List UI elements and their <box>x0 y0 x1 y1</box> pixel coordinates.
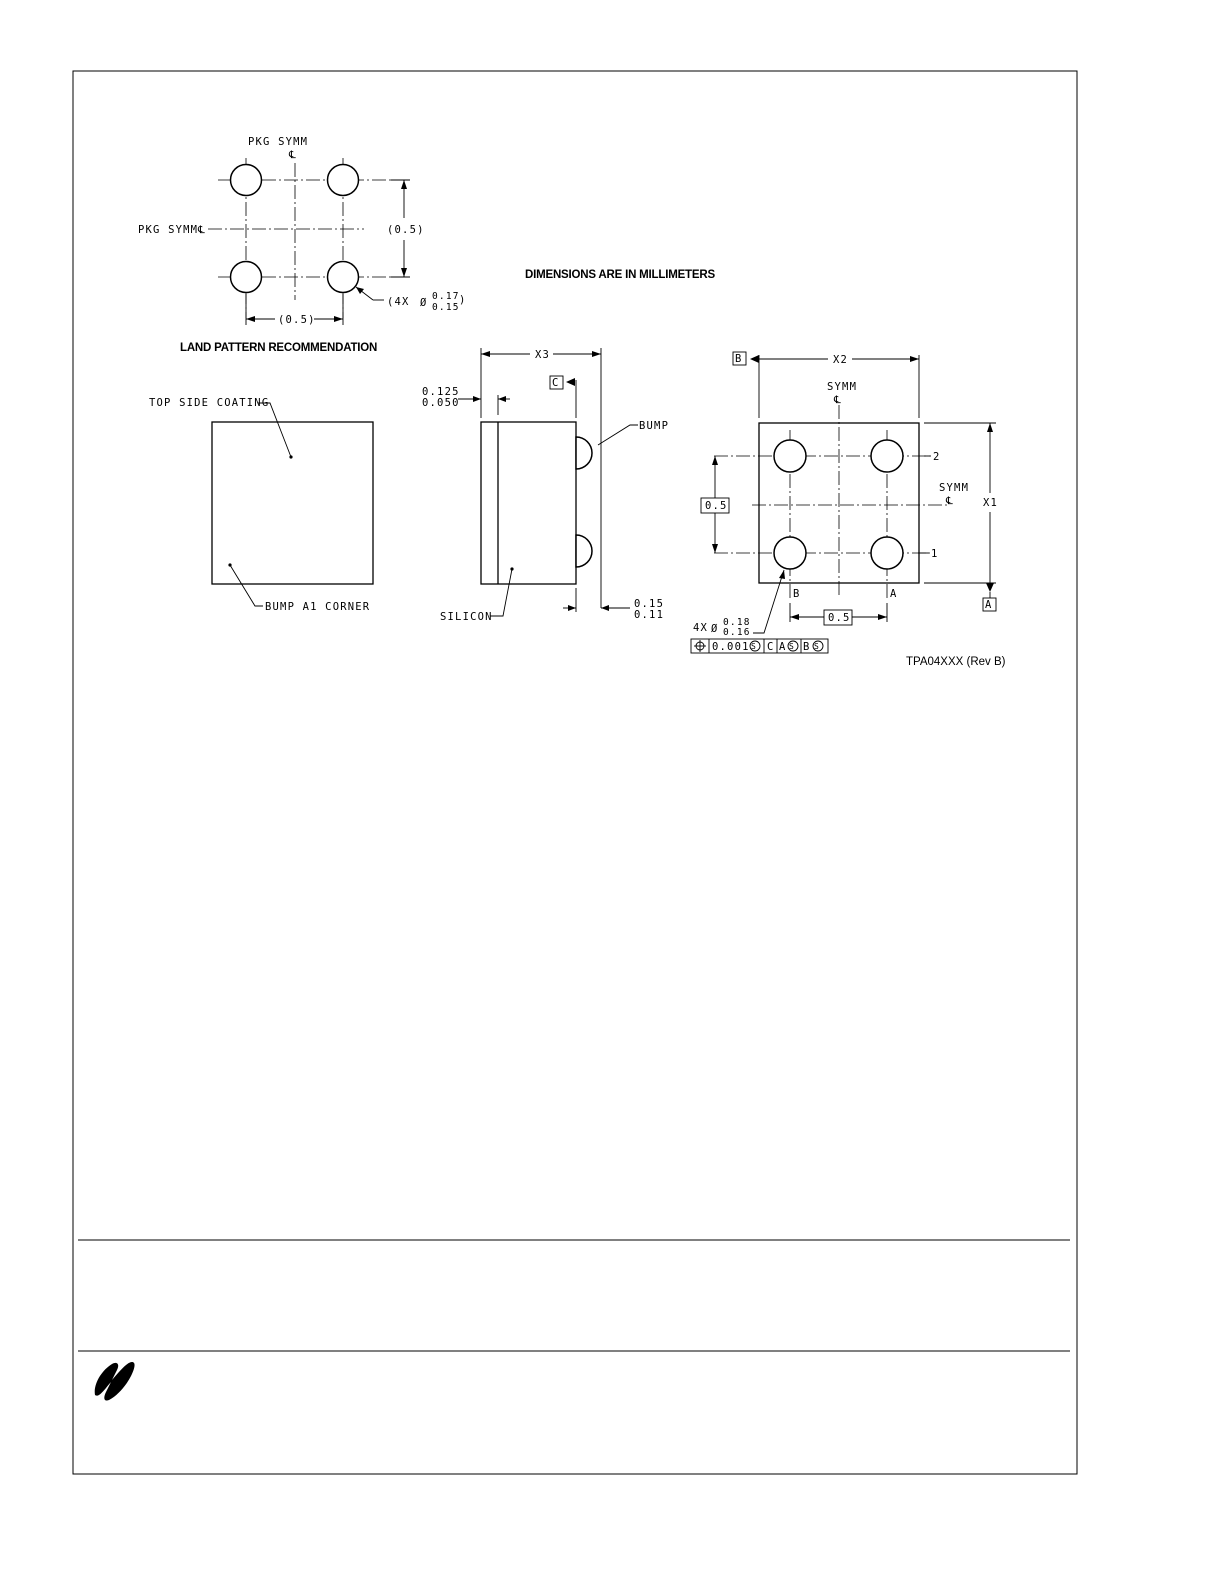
coating-min: 0.050 <box>422 397 460 409</box>
centerline-icon: ℄ <box>946 495 954 507</box>
solder-ball <box>774 537 806 569</box>
sheet-border <box>73 71 1077 1474</box>
silicon-label: SILICON <box>440 611 493 623</box>
diameter-icon: Ø <box>420 297 428 309</box>
bottom-view <box>691 352 998 653</box>
revision-label: TPA04XXX (Rev B) <box>906 656 1006 668</box>
land-pitch-vertical: (0.5) <box>387 224 425 236</box>
land-pad <box>231 262 262 293</box>
land-pattern-heading: LAND PATTERN RECOMMENDATION <box>180 342 378 354</box>
x3-label: X3 <box>535 349 551 361</box>
solder-bump <box>576 437 592 469</box>
land-pad <box>328 262 359 293</box>
centerline-icon: ℄ <box>198 224 206 236</box>
col-b-label: B <box>793 588 801 600</box>
rfs-modifier-icon <box>750 641 760 651</box>
ball-qty: 4X <box>693 622 709 634</box>
solder-ball <box>774 440 806 472</box>
bump-label: BUMP <box>639 420 670 432</box>
svg-text:S: S <box>814 642 819 651</box>
centerline-icon: ℄ <box>289 149 297 161</box>
coating-max: 0.125 <box>422 386 460 398</box>
fcf-datum-a: A <box>779 641 787 653</box>
side-view <box>422 348 669 623</box>
pkg-symm-left-label: PKG SYMM <box>138 224 199 236</box>
bump-height-min: 0.11 <box>634 609 665 621</box>
datum-a-label: A <box>985 599 993 611</box>
bump-a1-corner-label: BUMP A1 CORNER <box>265 601 371 613</box>
die-outline <box>212 422 373 584</box>
x2-label: X2 <box>833 354 849 366</box>
land-pad-close: ) <box>459 294 467 306</box>
col-a-label: A <box>890 588 898 600</box>
ball-pitch-vertical: 0.5 <box>705 500 728 512</box>
svg-text:S: S <box>751 642 756 651</box>
land-pad <box>328 165 359 196</box>
row-2-label: 2 <box>933 451 941 463</box>
fcf-tolerance: 0.001 <box>712 641 750 653</box>
top-view <box>149 397 373 613</box>
svg-text:S: S <box>789 642 794 651</box>
diameter-icon: Ø <box>711 623 719 635</box>
symm-top-label: SYMM <box>827 381 858 393</box>
pkg-symm-top-label: PKG SYMM <box>248 136 309 148</box>
datum-c-label: C <box>552 377 560 389</box>
land-pad-dia-min: 0.15 <box>432 302 460 313</box>
datum-b-label: B <box>735 353 743 365</box>
x1-label: X1 <box>983 497 999 509</box>
solder-bump <box>576 535 592 567</box>
land-pad-qty: (4X <box>387 296 410 308</box>
ball-dia-max: 0.18 <box>723 617 751 628</box>
rfs-modifier-icon <box>788 641 798 651</box>
solder-ball <box>871 537 903 569</box>
land-pitch-horizontal: (0.5) <box>278 314 316 326</box>
fcf-datum-b: B <box>803 641 811 653</box>
bump-height-max: 0.15 <box>634 598 665 610</box>
symm-right-label: SYMM <box>939 482 970 494</box>
dimensions-note: DIMENSIONS ARE IN MILLIMETERS <box>525 269 715 281</box>
ball-pitch-horizontal: 0.5 <box>828 612 851 624</box>
ball-dia-min: 0.16 <box>723 627 751 638</box>
silicon-body <box>481 422 576 584</box>
solder-ball <box>871 440 903 472</box>
land-pad-dia-max: 0.17 <box>432 291 460 302</box>
row-1-label: 1 <box>931 548 939 560</box>
company-logo <box>95 1362 135 1401</box>
fcf-datum-c: C <box>767 641 775 653</box>
feature-control-frame <box>691 639 828 653</box>
land-pad <box>231 165 262 196</box>
rfs-modifier-icon <box>813 641 823 651</box>
top-side-coating-label: TOP SIDE COATING <box>149 397 270 409</box>
land-pattern-view <box>138 136 467 354</box>
position-tolerance-icon <box>694 640 706 652</box>
centerline-icon: ℄ <box>834 394 842 406</box>
